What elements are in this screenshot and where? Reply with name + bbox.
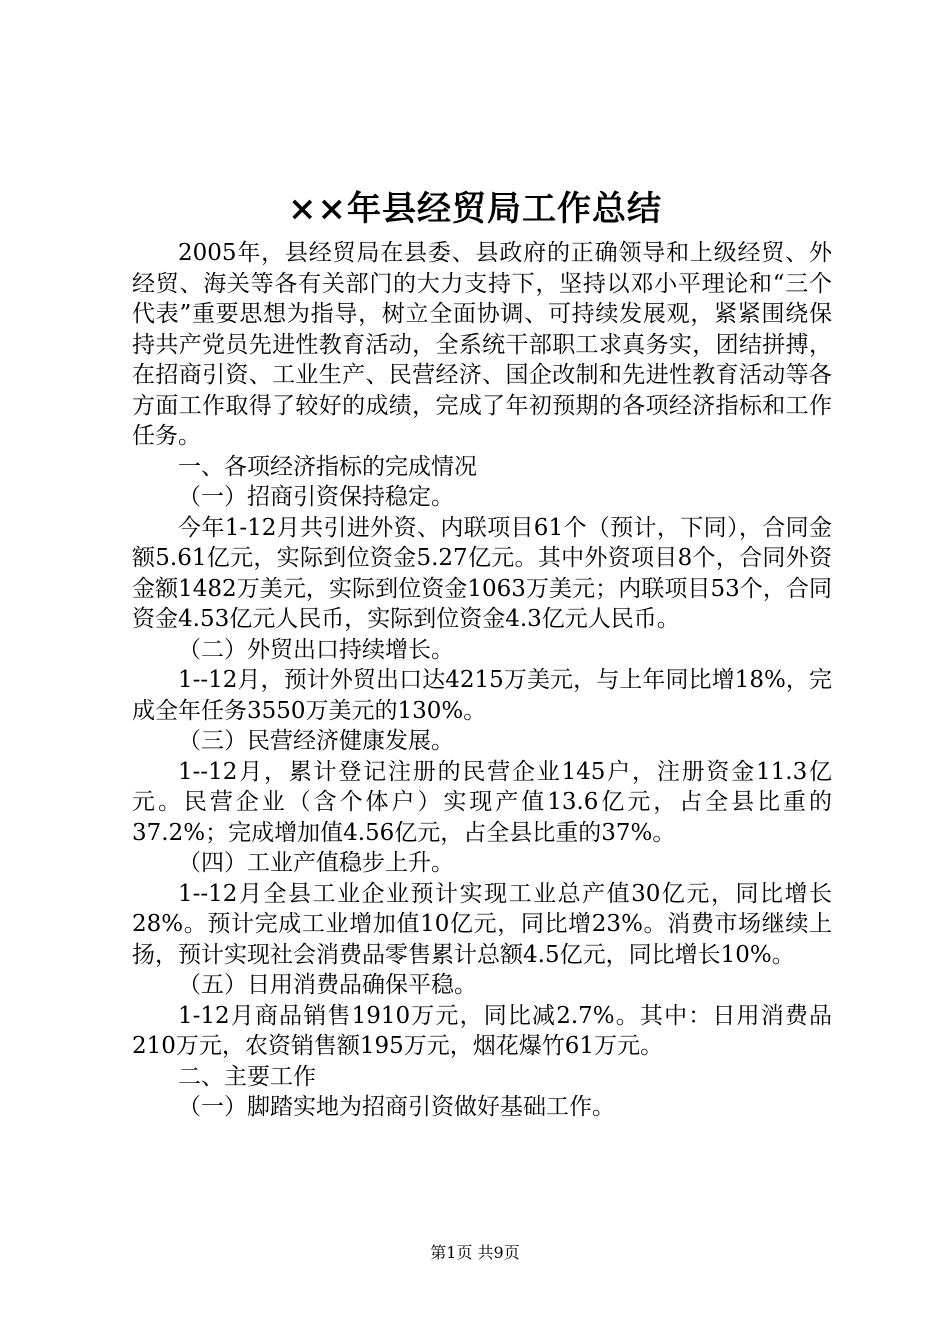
subsection-heading: （五）日用消费品确保平稳。 bbox=[178, 972, 477, 998]
subsection-heading: （三）民营经济健康发展。 bbox=[178, 728, 454, 754]
subsection-heading: （一）招商引资保持稳定。 bbox=[178, 484, 454, 510]
paragraph: 今年1-12月共引进外资、内联项目61个（预计，下同），合同金额5.61亿元，实际到位资金5.27亿元。其中外资项目8个，合同外资金额1482万美元，实际到位资金1063万美元；内联项目53个，合同资金4.53亿元人民币，实际到位资金4.3亿元人民币。 bbox=[132, 514, 832, 632]
page-footer: 第1页 共9页 bbox=[430, 1243, 520, 1262]
paragraph-intro: 2005年，县经贸局在县委、县政府的正确领导和上级经贸、外经贸、海关等各有关部门的大力支持下，坚持以邓小平理论和“三个代表”重要思想为指导，树立全面协调、可持续发展观，紧紧围绕保持共产党员先进性教育活动，全系统干部职工求真务实，团结拼搏，在招商引资、工业生产、民营经济、国企改制和先进性教育活动等各方面工作取得了较好的成绩，完成了年初预期的各项经济指标和工作任务。 bbox=[132, 240, 832, 449]
subsection-heading: （二）外贸出口持续增长。 bbox=[178, 636, 454, 663]
subsection-heading: （四）工业产值稳步上升。 bbox=[178, 850, 454, 876]
subsection-heading: （一）脚踏实地为招商引资做好基础工作。 bbox=[178, 1094, 615, 1120]
document-title: ××年县经贸局工作总结 bbox=[288, 189, 662, 229]
section-heading: 二、主要工作 bbox=[178, 1063, 316, 1090]
paragraph: 1--12月，预计外贸出口达4215万美元，与上年同比增18%，完成全年任务3550万美元的130%。 bbox=[132, 667, 832, 724]
document-body bbox=[132, 238, 832, 1123]
paragraph: 1--12月全县工业企业预计实现工业总产值30亿元，同比增长28%。预计完成工业增加值10亿元，同比增23%。消费市场继续上扬，预计实现社会消费品零售累计总额4.5亿元，同比增长10%。 bbox=[132, 880, 832, 968]
paragraph: 1-12月商品销售1910万元，同比减2.7%。其中：日用消费品210万元，农资销售额195万元，烟花爆竹61万元。 bbox=[132, 1002, 832, 1059]
section-heading: 一、各项经济指标的完成情况 bbox=[178, 453, 477, 480]
paragraph: 1--12月，累计登记注册的民营企业145户，注册资金11.3亿元。民营企业（含个体户）实现产值13.6亿元，占全县比重的37.2%；完成增加值4.56亿元，占全县比重的37%。 bbox=[132, 758, 832, 846]
